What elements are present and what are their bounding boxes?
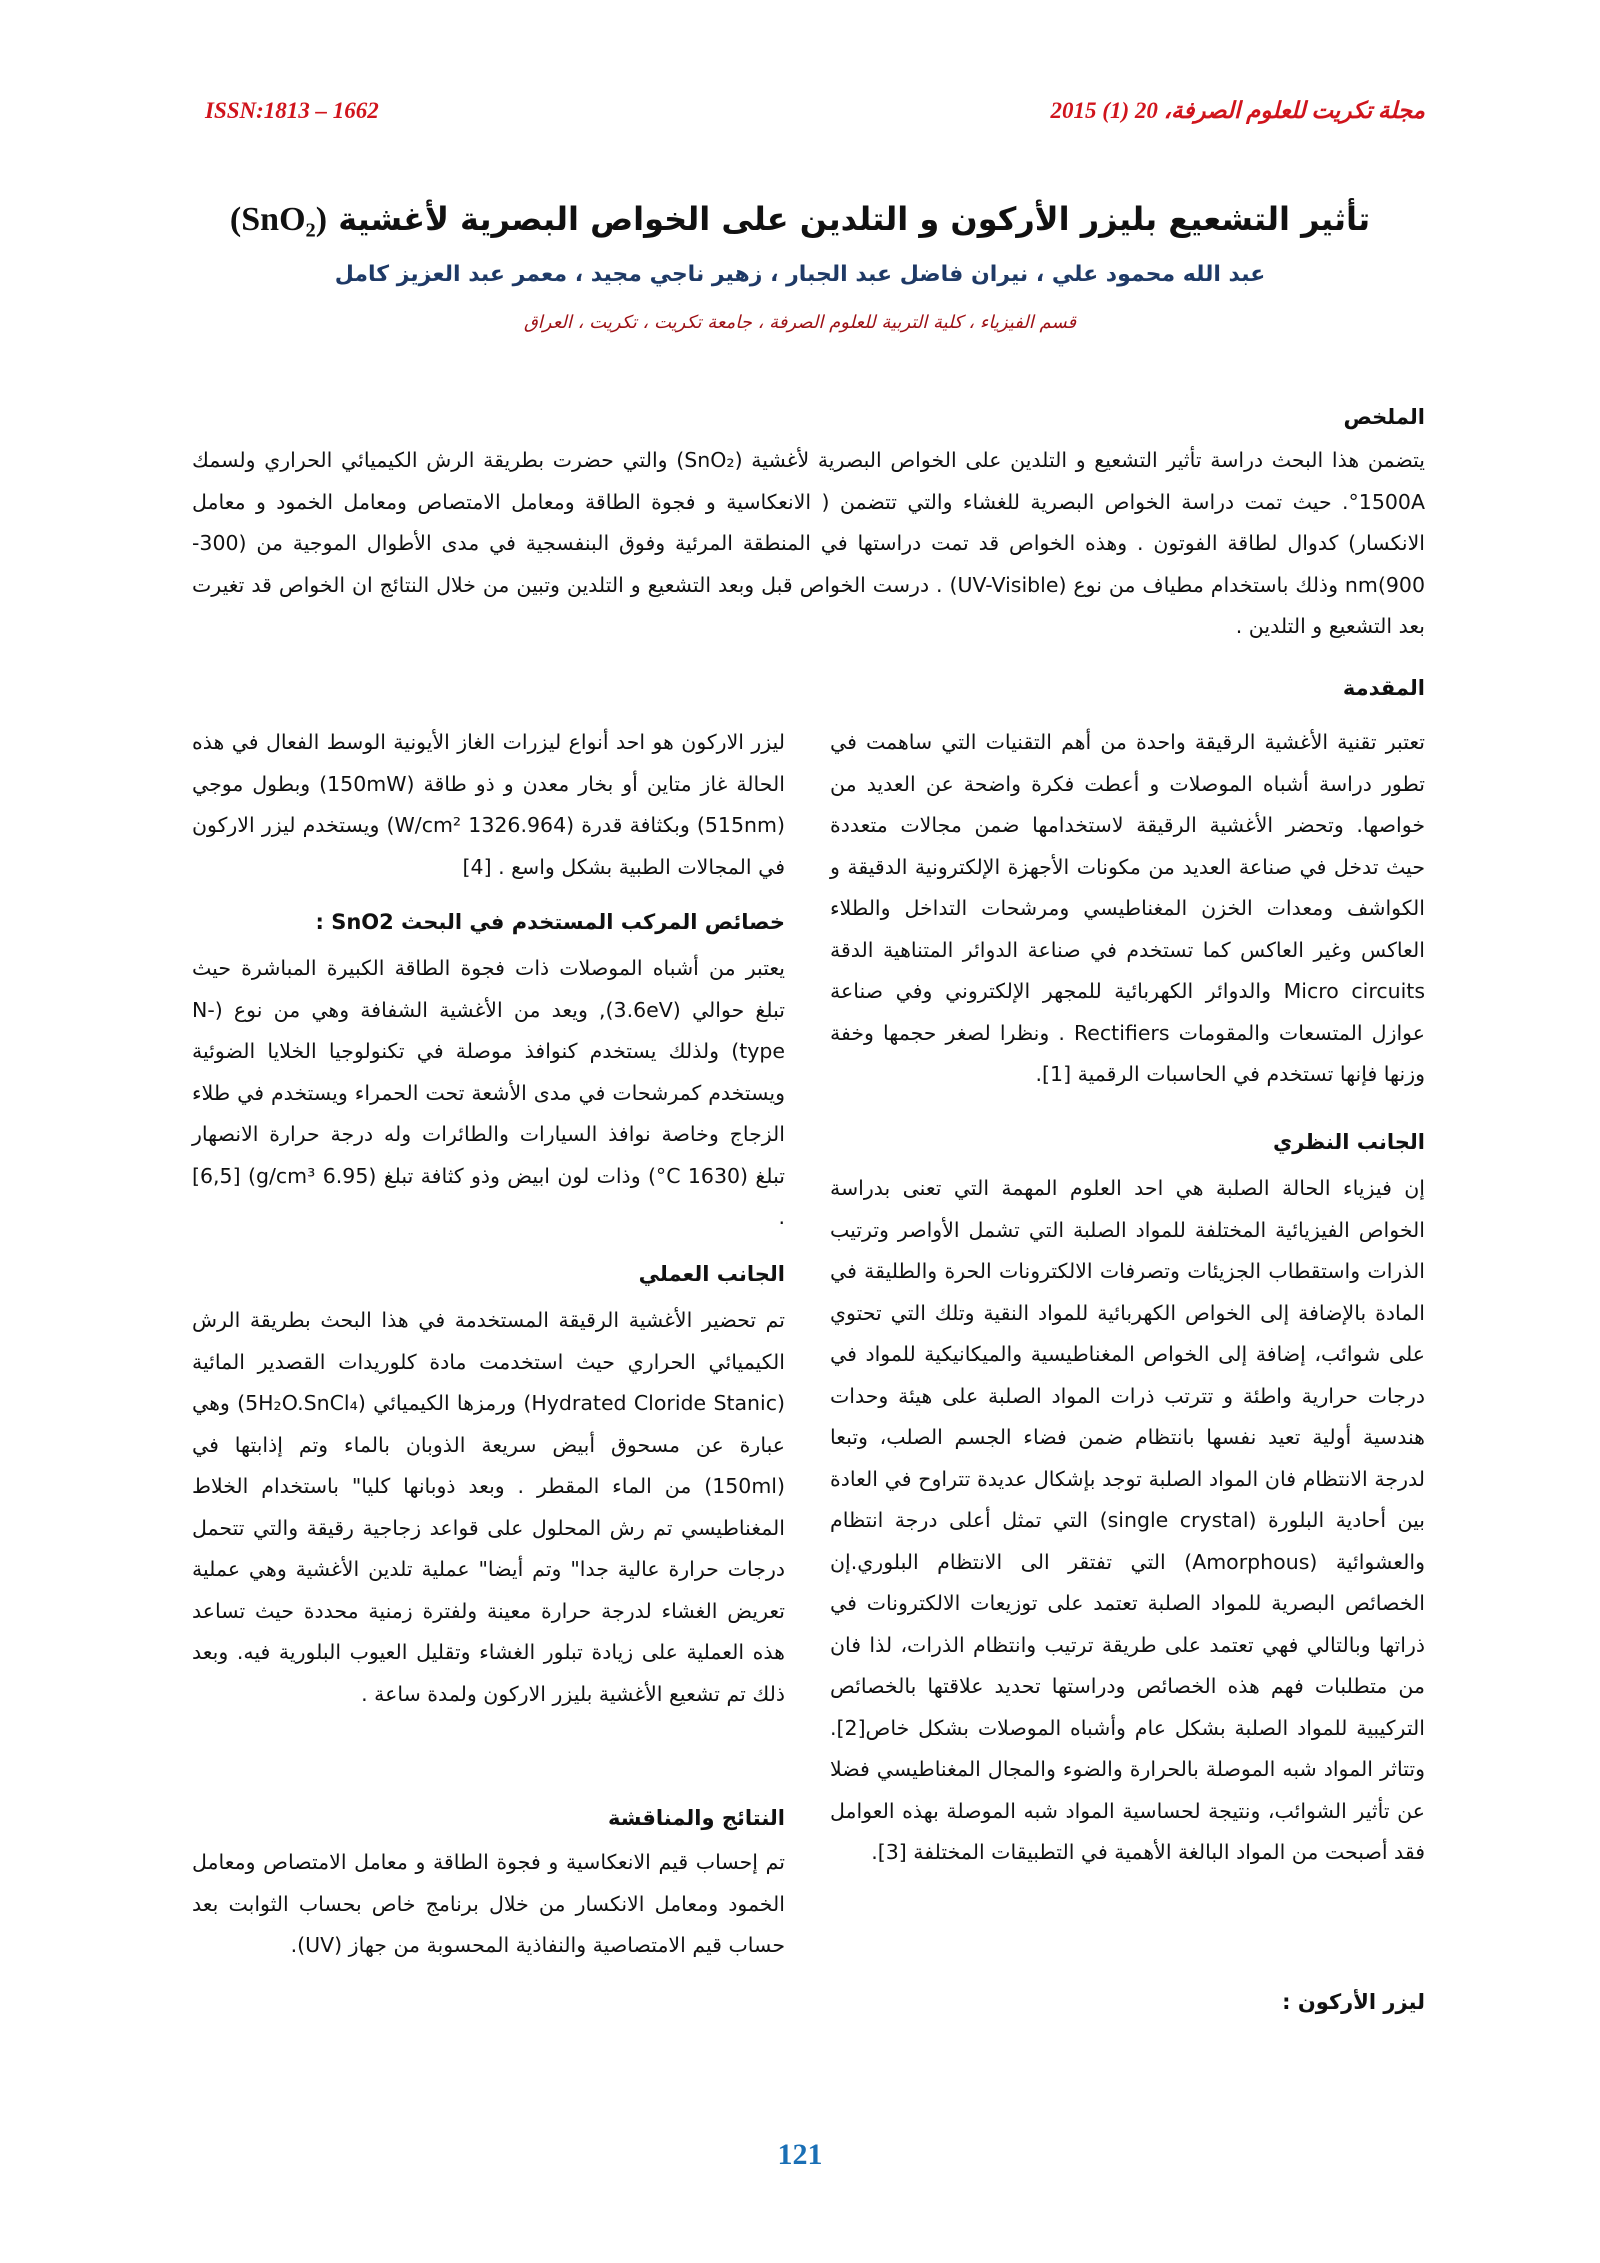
intro-heading: المقدمة bbox=[1342, 676, 1425, 700]
sno2-heading: خصائص المركب المستخدم في البحث SnO2 : bbox=[315, 910, 785, 934]
page-number: 121 bbox=[777, 2138, 823, 2171]
argon-heading: ليزر الأركون : bbox=[1282, 1990, 1425, 2014]
results-heading: النتائج والمناقشة bbox=[608, 1806, 785, 1830]
theory-heading: الجانب النظري bbox=[1273, 1130, 1425, 1154]
author-list: عبد الله محمود علي ، نيران فاضل عبد الجبار ، زهير ناجي مجيد ، معمر عبد العزيز كامل bbox=[334, 262, 1266, 287]
argon-text: ليزر الاركون هو احد أنواع ليزرات الغاز الأيونية الوسط الفعال في هذه الحالة غاز متاين أو بخار معدن و ذو طاقة (150mW) وبطول موجي (515nm) وبكثافة قدرة (1326.964 W/cm²) ويستخدم ليزر الاركون في المجالات الطبية بشكل واسع . [4] bbox=[192, 730, 785, 879]
abstract-text: يتضمن هذا البحث دراسة تأثير التشعيع و التلدين على الخواص البصرية لأغشية (SnO₂) والتي حضرت بطريقة الرش الكيميائي الحراري ولسمك 1500A°. حيث تمت دراسة الخواص البصرية للغشاء والتي تتضمن ( الانعكاسية و فجوة الطاقة ومعامل الامتصاص ومعامل الخمود و معامل الانكسار) كدوال لطاقة الفوتون . وهذه الخواص قد تمت دراستها في المنطقة المرئية وفوق البنفسجية في مدى الأطوال الموجية من (300-900)nm وذلك باستخدام مطياف من نوع (UV-Visible) . درست الخواص قبل وبعد التشعيع و التلدين وتبين من خلال النتائج ان الخواص قد تغيرت بعد التشعيع و التلدين . bbox=[192, 448, 1426, 638]
affiliation: قسم الفيزياء ، كلية التربية للعلوم الصرفة ، جامعة تكريت ، تكريت ، العراق bbox=[523, 312, 1077, 333]
practical-text: تم تحضير الأغشية الرقيقة المستخدمة في هذا البحث بطريقة الرش الكيميائي الحراري حيث استخدمت مادة كلوريدات القصدير المائية (Hydrated Cloride Stanic) ورمزها الكيميائي (5H₂O.SnCl₄) وهي عبارة عن مسحوق أبيض سريعة الذوبان بالماء وتم إذابتها في (150ml) من الماء المقطر . وبعد ذوبانها كليا" باستخدام الخلاط المغناطيسي تم رش المحلول على قواعد زجاجية رقيقة والتي تتحمل درجات حرارة عالية جدا" وتم أيضا" عملية تلدين الأغشية وهي عملية تعريض الغشاء لدرجة حرارة معينة ولفترة زمنية محددة حيث تساعد هذه العملية على زيادة تبلور الغشاء وتقليل العيوب البلورية فيه. وبعد ذلك تم تشعيع الأغشية بليزر الاركون ولمدة ساعة . bbox=[192, 1308, 786, 1706]
paper-title bbox=[0, 200, 1600, 239]
abstract-heading: الملخص bbox=[1343, 405, 1425, 429]
theory-text: إن فيزياء الحالة الصلبة هي احد العلوم المهمة التي تعنى بدراسة الخواص الفيزيائية المختلفة للمواد الصلبة التي تشمل الأواصر وترتيب الذرات واستقطاب الجزيئات وتصرفات الالكترونات الحرة والطليقة في المادة بالإضافة إلى الخواص الكهربائية للمواد النقية وتلك التي تحتوي على شوائب، إضافة إلى الخواص المغناطيسية والميكانيكية للمواد في درجات حرارية واطئة و تترتب ذرات المواد الصلبة على هيئة وحدات هندسية أولية تعيد نفسها بانتظام ضمن فضاء الجسم الصلب، وتبعا لدرجة الانتظام فان المواد الصلبة توجد بإشكال عديدة تتراوح في العادة بين أحادية البلورة (single crystal) التي تمثل أعلى درجة انتظام والعشوائية (Amorphous) التي تفتقر الى الانتظام البلوري.إن الخصائص البصرية للمواد الصلبة تعتمد على توزيعات الالكترونات في ذراتها وبالتالي فهي تعتمد على طريقة ترتيب وانتظام الذرات، لذا فان من متطلبات فهم هذه الخصائص ودراستها تحديد علاقتها بالخصائص التركيبية للمواد الصلبة بشكل عام وأشباه الموصلات بشكل خاص[2]. وتتاثر المواد شبه الموصلة بالحرارة والضوء والمجال المغناطيسي فضلا عن تأثير الشوائب، ونتيجة لحساسية المواد شبه الموصلة بهذه العوامل فقد أصبحت من المواد البالغة الأهمية في التطبيقات المختلفة [3]. bbox=[830, 1176, 1426, 1864]
title-arabic: تأثير التشعيع بليزر الأركون و التلدين على الخواص البصرية لأغشية bbox=[338, 200, 1371, 238]
title-formula: (SnO₂) bbox=[229, 201, 328, 238]
issn-label: ISSN:1813 – 1662 bbox=[205, 98, 379, 123]
results-text: تم إحساب قيم الانعكاسية و فجوة الطاقة و معامل الامتصاص ومعامل الخمود ومعامل الانكسار من خلال برنامج خاص بحساب الثوابت بعد حساب قيم الامتصاصية والنفاذية المحسوبة من جهاز (UV). bbox=[192, 1850, 785, 1957]
intro-text: تعتبر تقنية الأغشية الرقيقة واحدة من أهم التقنيات التي ساهمت في تطور دراسة أشباه الموصلات و أعطت فكرة واضحة عن العديد من خواصها. وتحضر الأغشية الرقيقة لاستخدامها ضمن مجالات متعددة حيث تدخل في صناعة العديد من مكونات الأجهزة الإلكترونية الدقيقة و الكواشف ومعدات الخزن المغناطيسي ومرشحات التداخل والطلاء العاكس وغير العاكس كما تستخدم في صناعة الدوائر المتناهية الدقة Micro circuits والدوائر الكهربائية للمجهر الإلكتروني وفي صناعة عوازل المتسعات والمقومات Rectifiers . ونظرا لصغر حجمها وخفة وزنها فإنها تستخدم في الحاسبات الرقمية [1]. bbox=[830, 730, 1425, 1086]
journal-citation: مجلة تكريت للعلوم الصرفة، 20 (1) 2015 bbox=[1050, 98, 1425, 123]
practical-heading: الجانب العملي bbox=[638, 1262, 785, 1286]
sno2-text: يعتبر من أشباه الموصلات ذات فجوة الطاقة الكبيرة المباشرة حيث تبلغ حوالي (3.6eV), ويعد من الأغشية الشفافة وهي من نوع (N-type) ولذلك يستخدم كنوافذ موصلة في تكنولوجيا الخلايا الضوئية ويستخدم كمرشحات في مدى الأشعة تحت الحمراء ويستخدم في طلاء الزجاج وخاصة نوافذ السيارات والطائرات وله درجة حرارة الانصهار تبلغ (1630 C°) وذات لون ابيض وذو كثافة تبلغ (6.95 g/cm³) [6,5] . bbox=[192, 956, 785, 1229]
